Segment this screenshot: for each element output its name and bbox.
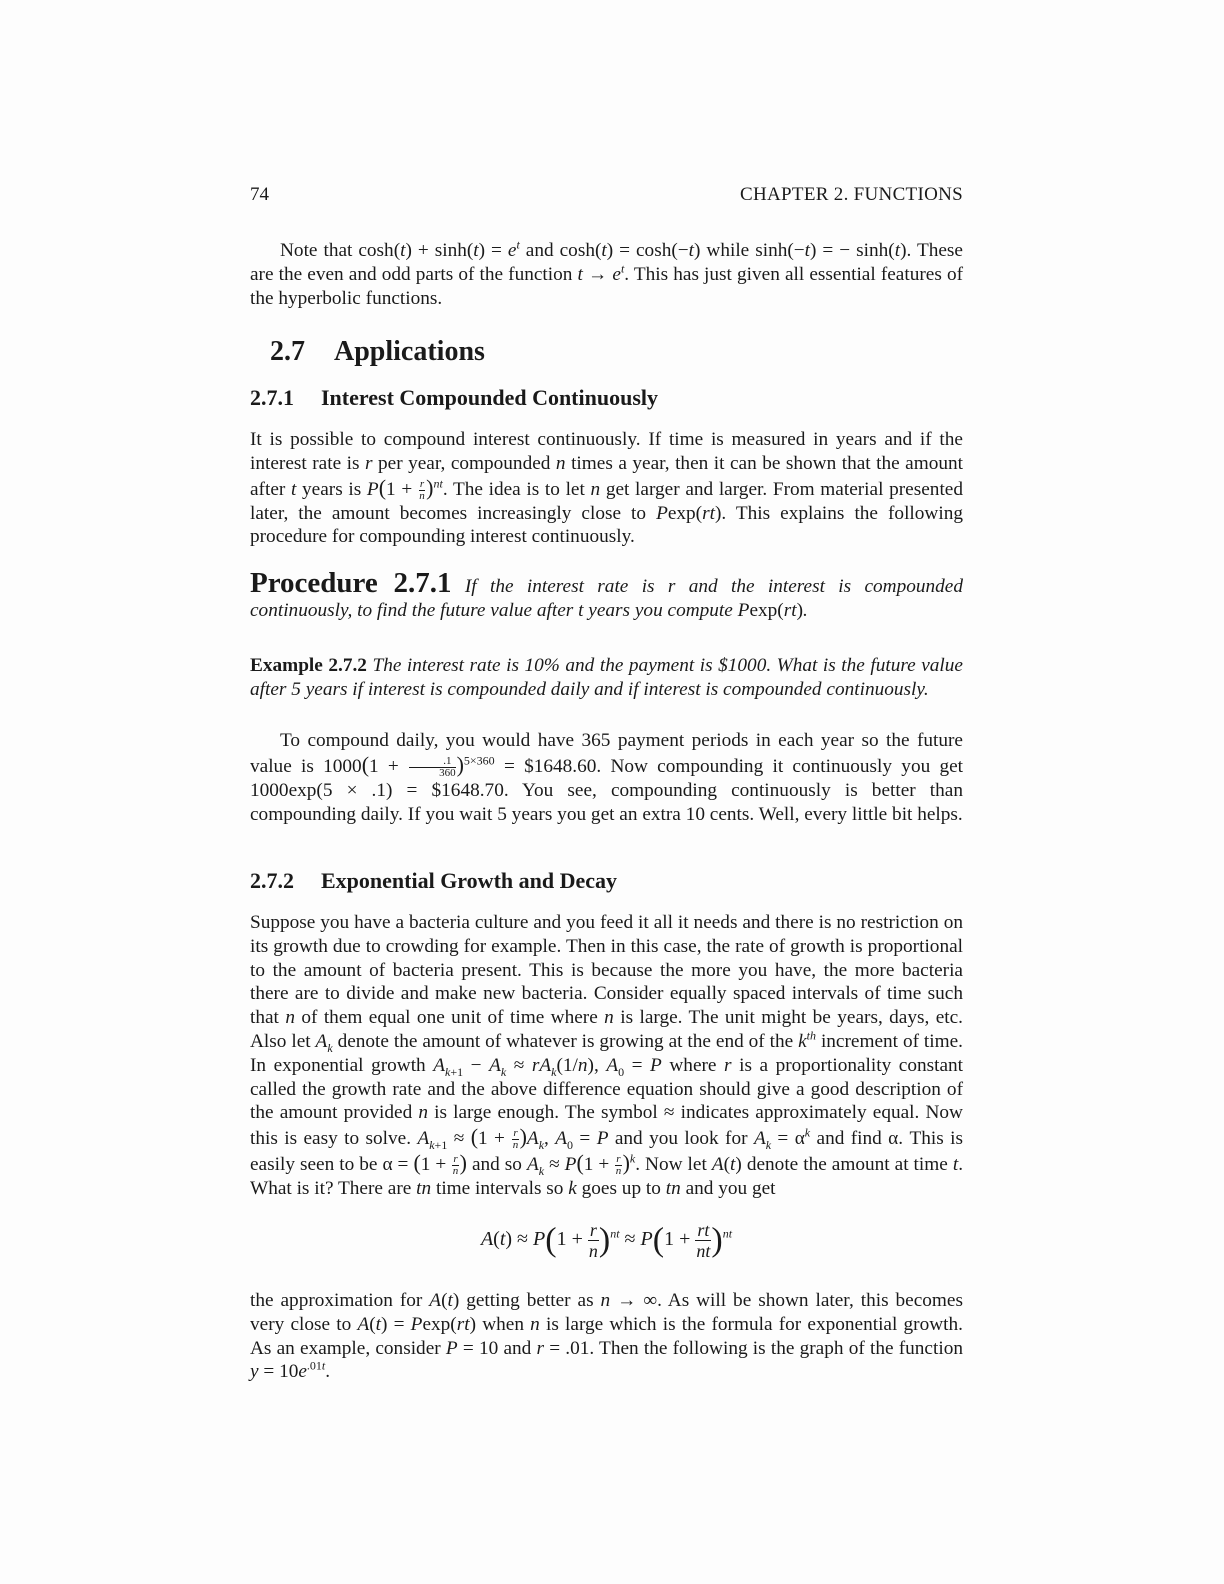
paragraph-growth: Suppose you have a bacteria culture and you feed it all it needs and there is no restriction on its growth due to crowding for example. Then in this case, the rate of growth is proportional to the amount of bacteria present. This is because the more you have, the more bacteria there are to divide and make new bacteria. Consider equally spaced intervals of time such that n of them equal one unit of time where n is large. The unit might be years, days, etc. Also let $A_k$ denote the amount of whatever is growing at the end of the $k^{th}$ increment of time. In exponential growth $A_{k+1} - A_k \approx rA_k(1/n)$, $A_0 = P$ where r is a proportionality constant called the growth rate and the above difference equation should give a good description of the amount provided n is large enough. The symbol ≈ indicates approximately equal. Now this is easy to solve. $A_{k+1} \approx (1$ + $\frac{r}{n}$ )$A_k$, $A_0 = P$ and you look for $A_k = \alpha^k$ and find α. This is easily seen to be α = (1 + $\frac{r}{n}$ ) and so $A_k \approx P(1$ + $\frac{r}{n}$ )$^k$. Now let A(t) denote the amount at time t. What is it? There are tn time intervals so k goes up to tn and you get xyxy=(250,912,964,1200)
procedure-box: Procedure 2.7.1 If the interest rate is r and the interest is compounded continuously, to find the future value after t years you compute Pexp(rt). xyxy=(250,567,964,621)
paragraph-final: the approximation for A(t) getting better as n → ∞. As will be shown later, this becomes very close to A(t) = Pexp(rt) when n is large which is the formula for exponential growth. As an example, consider P = 10 and r = .01. Then the following is the graph of the function $y = 10e^{.01t}$. xyxy=(250,1290,963,1383)
subsection-heading-interest: 2.7.1 Interest Compounded Continuously xyxy=(250,385,659,410)
paragraph-example: To compound daily, you would have 365 payment periods in each year so the future value is 1000(1 + $\frac{.1}{360}$ )$^{5\times 360}$ = $1648.60. Now compounding it continuously you get 1000exp(5 × .1) = $1648.70. You see, compounding continuously is better than compounding daily. If you wait 5 years you get an extra 10 cents. Well, every little bit helps. xyxy=(250,730,964,825)
example-label: Example 2.7.2 xyxy=(250,655,367,676)
subsection-heading-growth: 2.7.2 Exponential Growth and Decay xyxy=(250,868,618,893)
page-number: 74 xyxy=(250,184,269,205)
section-heading: 2.7 Applications xyxy=(270,336,485,367)
procedure-label: Procedure 2.7.1 xyxy=(250,567,452,599)
paragraph-interest: It is possible to compound interest continuously. If time is measured in years and if the interest rate is r per year, compounded n times a year, then it can be shown that the amount after t years is P(1 + $\frac{r}{n}$ )$^{nt}$. The idea is to let n get larger and larger. From material presented later, the amount becomes increasingly close to Pexp(rt). This explains the following procedure for compounding interest continuously. xyxy=(250,429,964,548)
example-box xyxy=(250,654,963,702)
example-text: The interest rate is 10% and the payment is $1000. What is the future value after 5 years if interest is compounded daily and if interest is compounded continuously. xyxy=(250,655,963,700)
chapter-title: CHAPTER 2. FUNCTIONS xyxy=(740,184,963,205)
display-equation: A(t) ≈ P(1 + $\frac{r}{n}$ )$^{nt}$ ≈ P(1 + $\frac{rt}{nt}$ )$^{nt}$ xyxy=(480,1220,733,1261)
paragraph-hyperbolic: Note that $\cosh(t) + \sinh(t) = e^t$ and cosh(t) = cosh(−t) while sinh(−t) = − sinh(t). These are the even and odd parts of the function $t \to e^t$. This has just given all essential features of the hyperbolic functions. xyxy=(250,237,964,309)
